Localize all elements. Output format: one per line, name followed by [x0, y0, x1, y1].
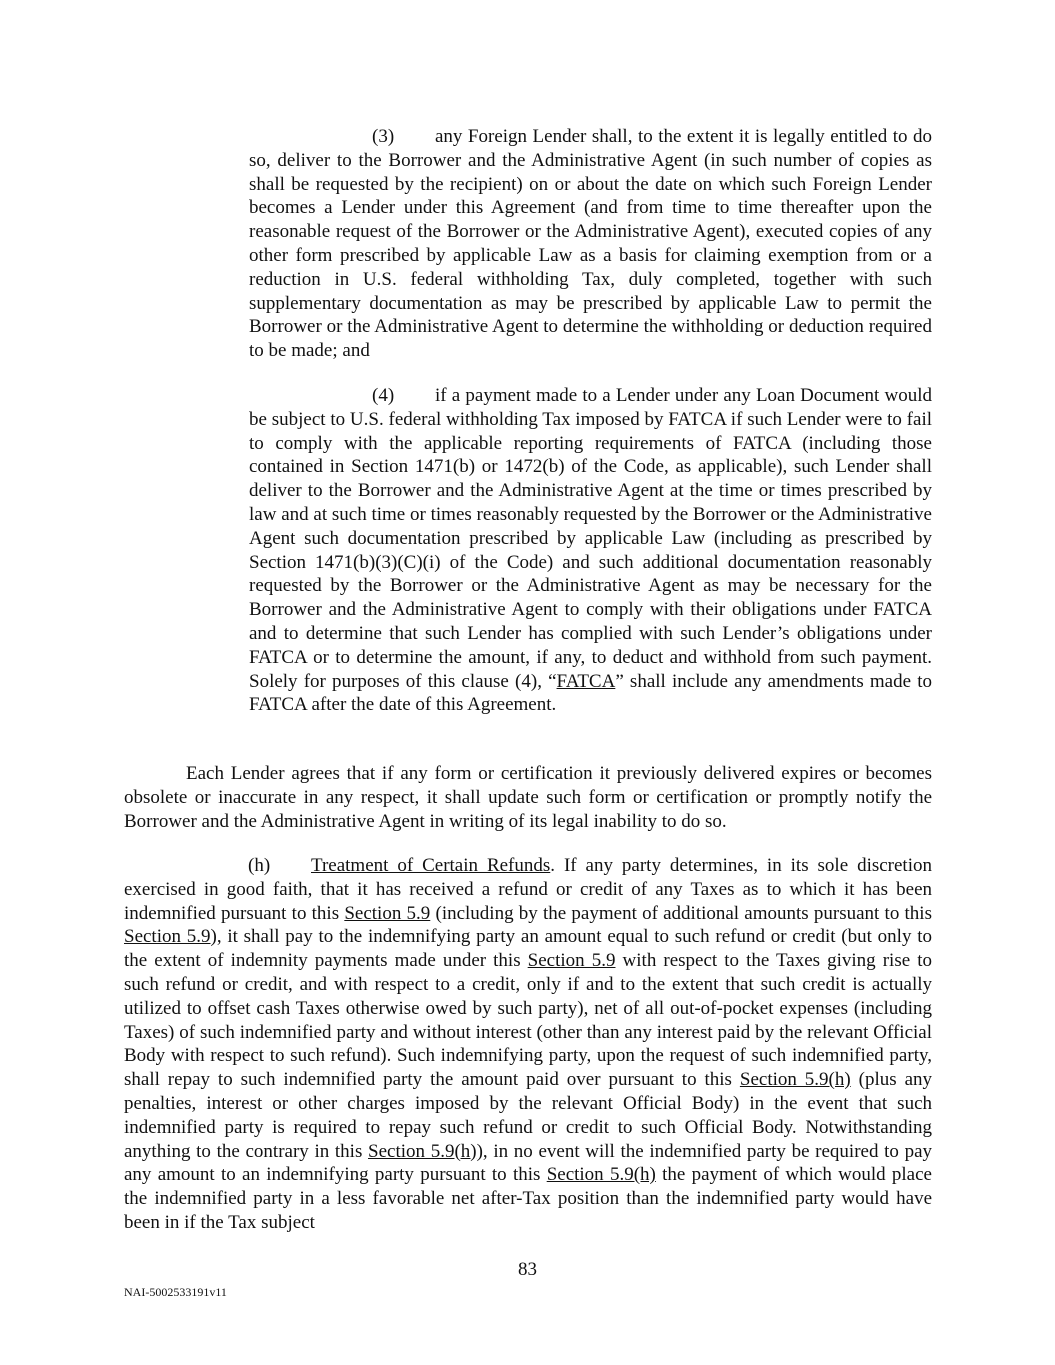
clause-h-text-7: the payment of which would place the indemnified party in a less favorable net after-Tax position than the indemnified party would have been in if the Tax subject	[124, 1164, 932, 1233]
clause-h-text-3: ), it shall pay to the indemnifying party an amount equal to such refund or credit (but only to the extent of indemnity payments made under this	[124, 926, 932, 972]
clause-3-paragraph	[249, 125, 932, 363]
clause-3-text: any Foreign Lender shall, to the extent it is legally entitled to do so, deliver to the Borrower and the Administrative Agent (in such number of copies as shall be requested by the recipient) on or about the date on which such Foreign Lender becomes a Lender under this Agreement (and from time to time thereafter upon the reasonable request of the Borrower or the Administrative Agent), executed copies of any other form prescribed by applicable Law as a basis for claiming exemption from or a reduction in U.S. federal withholding Tax, duly completed, together with such supplementary documentation as may be prescribed by applicable Law to permit the Borrower or the Administrative Agent to determine the withholding or deduction required to be made; and	[249, 126, 932, 362]
clause-4-text-a: if a payment made to a Lender under any Loan Document would be subject to U.S. federal withholding Tax imposed by FATCA if such Lender were to fail to comply with the applicable reporting requirements of FATCA (including those contained in Section 1471(b) or 1472(b) of the Code, as applicable), such Lender shall deliver to the Borrower and the Administrative Agent at the time or times prescribed by law and at such time or times reasonably requested by the Borrower or the Administrative Agent such documentation prescribed by applicable Law (including as prescribed by Section 1471(b)(3)(C)(i) of the Code) and such additional documentation reasonably requested by the Borrower or the Administrative Agent as may be necessary for the Borrower and the Administrative Agent to comply with their obligations under FATCA and to determine that such Lender has complied with such Lender’s obligations under FATCA or to determine the amount, if any, to deduct and withhold from such payment. Solely for purposes of this clause (4), “	[249, 385, 932, 692]
section-reference: Section 5.9	[527, 950, 616, 972]
page-number: 83	[518, 1259, 537, 1280]
each-lender-paragraph: Each Lender agrees that if any form or certification it previously delivered expires or becomes obsolete or inaccurate in any respect, it shall update such form or certification or promptly notify the Borrower and the Administrative Agent in writing of its legal inability to do so.	[124, 763, 932, 832]
section-reference: Section 5.9	[344, 902, 431, 924]
section-reference: Section 5.9	[124, 926, 211, 948]
section-reference: Section 5.9(h)	[546, 1164, 656, 1186]
clause-3-number: (3)	[372, 126, 395, 147]
clause-h-text-2: (including by the payment of additional amounts pursuant to this	[430, 902, 932, 924]
section-reference: Section 5.9(h)	[368, 1140, 477, 1162]
section-reference: Section 5.9(h)	[739, 1069, 851, 1091]
clause-h-text-1: . If any party determines, in its sole discretion exercised in good faith, that it has received a refund or credit of any Taxes as to which it has been indemnified pursuant to this	[124, 855, 932, 924]
clause-h-text-5: (plus any penalties, interest or other charges imposed by the relevant Official Body) in the event that such indemnified party is required to repay such refund or credit to such Official Body. Notwithstanding anything to the contrary in this	[124, 1069, 932, 1162]
clause-h-paragraph	[124, 854, 932, 1235]
clause-4-number: (4)	[372, 385, 395, 406]
fatca-defined-term: FATCA	[556, 670, 616, 692]
clause-4-text-b: ” shall include any amendments made to FATCA after the date of this Agreement.	[249, 670, 932, 716]
clause-h-text-4: with respect to the Taxes giving rise to such refund or credit, and with respect to a credit, only if and to the extent that such credit is actually utilized to offset cash Taxes otherwise owed by such party), net of all out-of-pocket expenses (including Taxes) of such indemnified party and without interest (other than any interest paid by the relevant Official Body with respect to such refund). Such indemnifying party, upon the request of such indemnified party, shall repay to such indemnified party the amount paid over pursuant to this	[124, 950, 932, 1091]
clause-h-heading: Treatment of Certain Refunds	[311, 855, 551, 876]
clause-4-paragraph	[249, 384, 932, 717]
document-id: NAI-5002533191v11	[124, 1285, 227, 1299]
clause-h-text-6: ), in no event will the indemnified party be required to pay any amount to an indemnifying party pursuant to this	[124, 1140, 933, 1186]
clause-h-number: (h)	[248, 855, 271, 876]
